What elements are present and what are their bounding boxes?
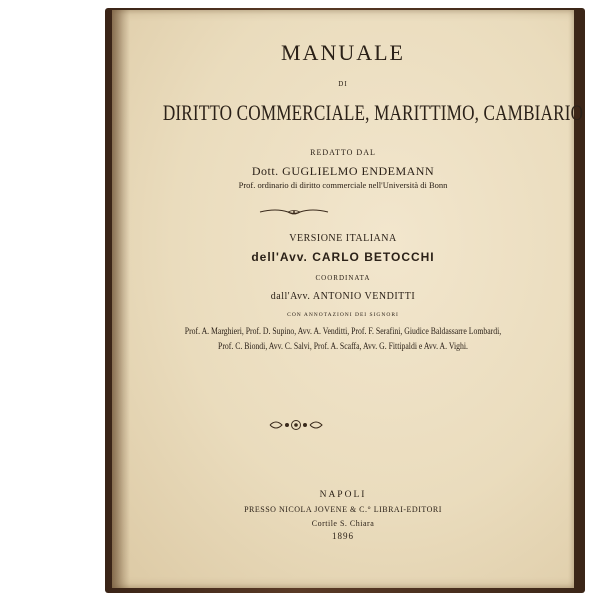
annotators-line-2: Prof. C. Biondi, Avv. C. Salvi, Prof. A. Scaffa, Avv. G. Fittipaldi e Avv. A. Vighi. [218, 341, 468, 351]
coordinator-name: dall'Avv. ANTONIO VENDITTI [270, 291, 416, 302]
book-subject: DIRITTO COMMERCIALE, MARITTIMO, CAMBIARIO [162, 100, 584, 125]
coordinata-label: COORDINATA [315, 274, 371, 282]
publisher-name: PRESSO NICOLA JOVENE & C.° LIBRAI-EDITORI [244, 505, 442, 514]
publisher-address: Cortile S. Chiara [311, 519, 375, 528]
title-connector: DI [338, 80, 348, 88]
publication-year: 1896 [332, 531, 354, 541]
author-affiliation: Prof. ordinario di diritto commerciale nell'Università di Bonn [238, 180, 448, 190]
annotators-line-1: Prof. A. Marghieri, Prof. D. Supino, Avv. A. Venditti, Prof. F. Serafini, Giudice Baldassarre Lombardi, [184, 326, 502, 336]
divider-flourish-icon [258, 207, 330, 217]
book-title: MANUALE [281, 40, 405, 65]
printer-ornament-icon [266, 418, 326, 432]
version-label: VERSIONE ITALIANA [289, 233, 397, 244]
translator-name: dell'Avv. CARLO BETOCCHI [251, 250, 435, 264]
author-name: Dott. GUGLIELMO ENDEMANN [251, 164, 435, 178]
redatto-label: REDATTO DAL [310, 148, 376, 157]
annotations-label: CON ANNOTAZIONI DEI SIGNORI [287, 312, 399, 318]
publication-city: NAPOLI [319, 490, 367, 500]
